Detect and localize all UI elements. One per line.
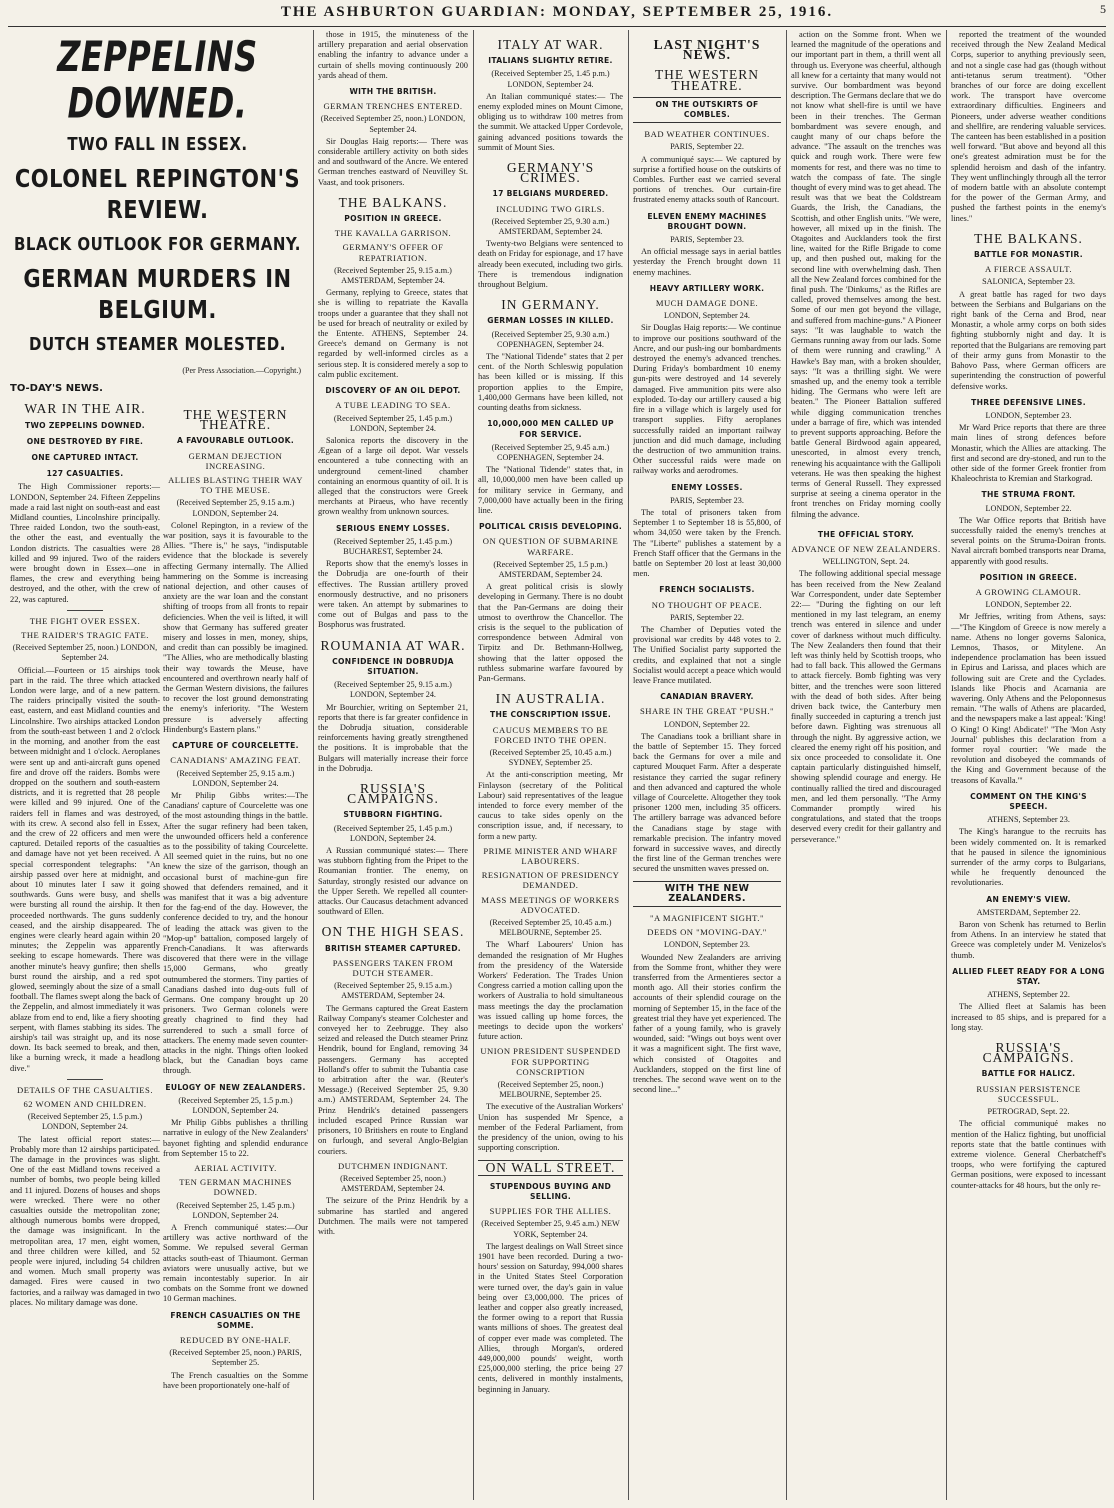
dateline: (Received September 25, 1.5 p.m.) LONDON, September 24. — [27, 1112, 143, 1132]
dateline: (Received September 25, noon.) LONDON, September 24. — [12, 643, 158, 663]
subhead: STUPENDOUS BUYING AND SELLING. — [489, 1181, 612, 1201]
article-paragraph: Mr Ward Price reports that there are three main lines of strong defences before Monastir, which the Allies are attacking. The first and second are dry-stoned, and run to the other side of the former Greek frontier from Khaleochrista to Kremian and Starkograd. — [951, 423, 1106, 484]
masthead-title: THE ASHBURTON GUARDIAN: MONDAY, SEPTEMBER 25, 1916. — [280, 4, 834, 20]
headline-dutch-steamer: DUTCH STEAMER MOLESTED. — [29, 333, 286, 355]
article-paragraph: A Russian communiqué states:— There was stubborn fighting from the Pripet to the Roumanian frontier. The enemy, on Saturday, strongly resisted our advance on the Upper Sereth. We repelled all counter-attacks. Our Caucasus detachment advanced southward of Ellen. — [318, 846, 468, 917]
dateline: (Received September 25, 9.45 a.m.) COPENHAGEN, September 24. — [491, 442, 610, 462]
subhead: BATTLE FOR HALICZ. — [981, 1069, 1076, 1079]
article-paragraph: The executive of the Australian Workers' Union has suspended Mr Spence, a member of the Federal Parliament, from the presidency of the union, owing to his supporting conscription. — [478, 1102, 623, 1153]
subhead: ONE DESTROYED BY FIRE. — [26, 436, 144, 446]
subhead: THE CONSCRIPTION ISSUE. — [489, 710, 612, 720]
headline-repington: COLONEL REPINGTON'S REVIEW. — [14, 164, 301, 224]
dateline: ATHENS, September 22. — [987, 990, 1070, 1000]
dateline: (Received September 25, 9.15 a.m.) LONDON, September 24. — [176, 768, 295, 788]
column-divider — [628, 30, 629, 1500]
subhead: A GROWING CLAMOUR. — [975, 586, 1082, 597]
article-paragraph: A great political crisis is slowly developing in Germany. There is no doubt that the Pan-Germans are doing their utmost to overthrow the Chancellor. The crisis is the sequel to the publication of correspondence between Admiral von Tirpitz and Dr. Bethmann-Hollweg, showing that the latter opposed the ruthless submarine warfare favoured by Pan-Germans. — [478, 582, 623, 683]
subhead: 17 BELGIANS MURDERED. — [492, 189, 609, 199]
subhead: FRENCH CASUALTIES ON THE SOMME. — [170, 1310, 301, 1330]
article-paragraph: Mr Bourchier, writing on September 21, reports that there is far greater confidence in the Dobrudja situation, considerable reinforcements having greatly strengthened the positions. It is improbable that the Bulgars will materially increase their force in the Dobrudja. — [318, 702, 468, 773]
section-australia: IN AUSTRALIA. — [495, 691, 606, 707]
section-balkans: THE BALKANS. — [974, 230, 1083, 246]
subhead: AN ENEMY'S VIEW. — [986, 894, 1071, 904]
dateline: LONDON, September 24. — [664, 311, 750, 321]
subhead: STUBBORN FIGHTING. — [343, 810, 443, 820]
divider — [67, 610, 103, 611]
dateline: (Received September 25, 9.30 a.m.) AMSTERDAM, September 24. — [491, 216, 610, 237]
article-paragraph: The "National Tidende" states that 2 per cent. of the North Schleswig population has been killed or is missing. If this proportion applies to the Empire, 1,400,000 Germans have been killed, not counting deaths from sickness. — [478, 352, 623, 413]
dateline: (Received September 25, 1.45 p.m.) LONDON, September 24. — [491, 69, 610, 89]
subhead: SERIOUS ENEMY LOSSES. — [336, 523, 450, 533]
headline-black-outlook: BLACK OUTLOOK FOR GERMANY. — [13, 233, 302, 255]
subhead: BATTLE FOR MONASTIR. — [973, 250, 1083, 260]
subhead: GERMAN DEJECTION INCREASING. — [188, 450, 283, 471]
article-paragraph: The seizure of the Prinz Hendrik by a submarine has startled and angered Dutchmen. The mails were not tampered with. — [318, 1196, 468, 1236]
dateline: SALONICA, September 23. — [982, 277, 1075, 287]
article-paragraph: The largest dealings on Wall Street since 1901 have been recorded. During a two-hours' session on Saturday, 994,000 shares in the United States Steel Corporation were turned over, the day's gain in value being over £3,000,000. The prices of leather and copper also greatly increased, the former owing to a report that Russia wants millions of shoes. The greatest deal of copper ever made was completed. The Allies, through Morgan's, ordered 449,000,000 pounds' weight, worth £25,000,000 sterling, the price being 27 cents, delivered in monthly instalments, beginning in January. — [478, 1241, 623, 1394]
subhead: A FAVOURABLE OUTLOOK. — [176, 436, 295, 446]
subhead: TWO ZEPPELINS DOWNED. — [25, 420, 145, 430]
subhead: EULOGY OF NEW ZEALANDERS. — [165, 1082, 306, 1092]
article-paragraph: A French communiqué states:—Our artillery was active northward of the Somme. We repulsed several German attacks south-east of Thiaumont. German aviators were unusually active, but we remain incontestably superior. In air combats on the Somme front we downed 10 German machines. — [163, 1223, 308, 1304]
section-crimes: GERMANY'S CRIMES. — [506, 160, 595, 186]
subhead: 127 CASUALTIES. — [46, 469, 124, 479]
dateline: (Received September 25, 1.45 p.m.) LONDON, September 24. — [333, 823, 453, 843]
column-3 — [318, 30, 468, 1500]
subhead: HEAVY ARTILLERY WORK. — [649, 283, 765, 293]
dateline: WELLINGTON, Sept. 24. — [822, 557, 910, 567]
dateline: AMSTERDAM, September 22. — [976, 907, 1081, 917]
article-paragraph: Salonica reports the discovery in the Ægean of a large oil depot. War vessels encountered a tube connecting with an underground cement-lined chamber containing an enormous quantity of oil. It is alleged that the constructors were Greek merchants at Piraeus, who have recently grown wealthy from unknown sources. — [318, 435, 468, 517]
article-paragraph: Colonel Repington, in a review of the war position, says it is favourable to the Allies. "There is," he says, "indisputable evidence that the blockade is severely affecting Germany internally. The Allied hammering on the Somme is increasing national dejection, and other causes of anxiety are the war loan and the constant shifting of troops from all fronts to repair deficiencies. When the veil is lifted, it will show that Germany has suffered greater misery and losses in men, money, ships, and credit than can possibly be imagined. "The Allies, who are methodically blasting their way towards the Meuse, have encountered and overthrown nearly half of the German Western divisions, the failures to recover the lost ground demonstrating the enemy's inferiority. "The Western pressure is adversely affecting Hindenburg's Eastern plans." — [163, 520, 308, 734]
article-paragraph: Reports show that the enemy's losses in the Dobrudja are one-fourth of their effectives. The Russian artillery proved enormously destructive, and no prisoners were taken. An attempt by submarines to come out of Bulgas and pass to the Bosphorus was frustrated. — [318, 559, 468, 630]
article-paragraph: Germany, replying to Greece, states that she is willing to repatriate the Kavalla troops under a guarantee that they shall not be used for breach of neutrality or exiled by the Entente. ATHENS, September 24. Greece's demand on Germany is not regarded by well-informed circles as a serious step. It is considered merely a sop to calm public excitement. — [318, 288, 468, 379]
dateline: (Received September 25, 9.15 a.m.) AMSTERDAM, September 24. — [334, 981, 452, 1001]
masthead-rule — [8, 26, 1106, 27]
article-paragraph: action on the Somme front. When we learned the magnitude of the operations and our important part in them, a thrill went all through us. Everyone was cheerful, although all knew for a certainty that many would not survive. Our bombardment was beyond description. The Germans declare that we do not know what shell-fire is until we have been in their trenches. The German bombardment was severe enough, and caught many of our chaps before the advance. "The assault on the trenches was quick and rough work. There were few moments for rest, and there was no time to watch the compass of fate. The single thought of every mind was to get ahead. The result was that we beat the Coldstream Guards, the Irish, the Canadians, the Scottish, and other English units. "We were, however, all mixed up in the finish. The Otagoites and Aucklanders took the first line, waited for the Rifle Brigade to come up, and then pushed out, making for the second line with overwhelming dash. Then all the New Zealand forces combined for the final push. The 'Dinkums,' as the Rifles are called, proved themselves among the best. Some of our men got beyond the village, and suffered from machine-guns." A Pioneer says: "It was laughable to watch the Germans running away from our lads. Some of them were running and crawling." A Hawke's Bay man, with a broken shoulder, says: "It was a thrilling sight. We were smashed up, and the enemy took a terrible hiding. The Germans who were left are beaten." The Pioneer Battalion suffered while digging communication trenches under a barrage of fire, which was intended to prevent supports approaching. Before the battle General Birdwood again appeared, unescorted, in almost every trench, renewing his acquaintance with the Gallipoli veterans. He was then speaking the highest terms of General Russell. They expressed surprise at seeing a cinema operator in the front trenches on Friday morning coolly filming the advance. — [791, 30, 941, 519]
subhead: GERMAN TRENCHES ENTERED. — [323, 101, 463, 112]
dateline: LONDON, September 22. — [985, 503, 1072, 513]
dateline: (Received September 25, 1.45 p.m.) LONDON, September 24. — [176, 1200, 295, 1220]
article-paragraph: Sir Douglas Haig reports:— There was considerable artillery activity on both sides and and southward of the Ancre. We entered German trenches eastward of Neuvilley St. Vaast, and took prisoners. — [318, 136, 468, 187]
section-last-night: LAST NIGHT'S NEWS. — [653, 37, 761, 63]
dateline: (Received September 25, 1.5 p.m.) AMSTERDAM, September 24. — [493, 559, 608, 579]
subhead: THE KAVALLA GARRISON. — [334, 228, 452, 239]
page-number: 5 — [1100, 2, 1106, 16]
subhead: CANADIANS' AMAZING FEAT. — [170, 755, 301, 766]
subhead: A FIERCE ASSAULT. — [984, 264, 1073, 275]
section-wall-street: ON WALL STREET. — [478, 1160, 623, 1176]
subhead: DUTCHMEN INDIGNANT. — [337, 1160, 449, 1171]
copyright-line: (Per Press Association.—Copyright.) — [182, 366, 301, 375]
section-war-air: WAR IN THE AIR. — [24, 401, 146, 417]
section-balkans: THE BALKANS. — [338, 194, 448, 210]
dateline: (Received September 25, 9.15 a.m.) LONDON, September 24. — [334, 680, 452, 700]
subhead: ALLIED FLEET READY FOR A LONG STAY. — [952, 966, 1105, 987]
article-paragraph: The Wharf Labourers' Union has demanded the resignation of Mr Hughes from the presidency of the Waterside Workers' Federation. The Trades Union Congress carried a motion calling upon the workers of Australia to hold simultaneous mass meetings the day the proclamation was issued calling up home forces, the meetings to decide upon the workers' future action. — [478, 940, 623, 1042]
subhead: ONE CAPTURED INTACT. — [31, 453, 139, 463]
headline-two-fall: TWO FALL IN ESSEX. — [67, 133, 248, 155]
article-paragraph: The High Commissioner reports:— LONDON, September 24. Fifteen Zeppelins made a raid last night on south-east and east Midland counties, Lincolnshire principally. Three raided London, two the south-east, the other the east, and eventually the London districts. The casualties were 28 killed and 99 injured. Two of the raiders were brought down in Essex—one in flames, the crew and everything being destroyed, and the other, with the crew of 22, was captured. — [10, 482, 160, 604]
column-divider — [786, 30, 787, 1500]
dateline: LONDON, September 23. — [985, 410, 1072, 420]
subhead: INCLUDING TWO GIRLS. — [496, 203, 605, 214]
subhead: DISCOVERY OF AN OIL DEPOT. — [325, 386, 461, 396]
subhead: A TUBE LEADING TO SEA. — [335, 400, 451, 411]
article-paragraph: Sir Douglas Haig reports:— We continue to improve our positions southward of the Ancre, and our push-ing our bombardments destroyed the enemy's advanced trenches. During Friday's bombardment 10 enemy gun-pits were destroyed and 14 severely damaged. Five ammunition pits were also exploded. To-day our artillery caused a big fire in a village which is largely used for transport supplies. Fifty aeroplanes successfully raided an important railway junction and did much damage, including the destruction of two ammunition trains. Other successful raids were made on railway works and aerodromes. — [633, 323, 781, 476]
dateline: PETROGRAD, Sept. 22. — [987, 1107, 1070, 1117]
article-paragraph: The following additional special message has been received from the New Zealand War Correspondent, under date September 22:— "During the fighting on our left mentioned in my last telegram, an enemy trench was entered in silence and under cover of darkness without much difficulty. The New Zealanders then found that their left was thinly held by Scottish troops, who had to fall back. This allowed the Germans to attack fiercely. Bomb fighting was very bitter, and the trenches were soon littered with the dead of both sides. After being driven back twice, the Canterbury men finally succeeded in capturing a trench just before dawn. Fighting was strenuous all through the night. By aggressive action, we cleared the enemy right off his position, and six once proceeded to consolidate it. One captain particularly distinguished himself, showing splendid courage and energy. He continually rallied the tired and discouraged men, and led them personally. "The Army Commander promptly wired his congratulations, and stated that the troops deserved every credit for their gallantry and perseverance." — [791, 569, 941, 844]
subhead: 62 WOMEN AND CHILDREN. — [23, 1099, 147, 1109]
column-4 — [478, 30, 623, 1500]
subhead: POSITION IN GREECE. — [979, 572, 1078, 582]
subhead: THE FIGHT OVER ESSEX. — [29, 615, 141, 626]
dateline: LONDON, September 22. — [664, 719, 750, 729]
subhead: SUPPLIES FOR THE ALLIES. — [489, 1206, 612, 1217]
dateline: PARIS, September 23. — [670, 235, 744, 245]
article-paragraph: Mr Philip Gibbs publishes a thrilling narrative in eulogy of the New Zealanders' bayonet fighting and splendid endurance from September 15 to 22. — [163, 1118, 308, 1158]
subhead: CANADIAN BRAVERY. — [660, 692, 754, 702]
article-paragraph: Mr Jeffries, writing from Athens, says:—"The Kingdom of Greece is now merely a name. Athens no longer governs Salonica, Lemnos, Thasos, or Mitylene. An independence proclamation has been issued in Epirus and Larissa, and places which are following suit are Crete and the Cyclades. Islands like Phocis and Acarnania are wavering. Only Athens and the Peloponnesus remain. "The walls of Athens are placarded, and the newspapers make a last appeal: 'King! O King! O King! Abdicate!' "The 'Mon Asty Journal' publishes this declaration from a former royal courtier: 'We made the revolution and disobeyed the commands of the King and Government because of the treasons of Kavalla.'" — [951, 612, 1106, 785]
dateline: (Received September 25, noon.) AMSTERDAM, September 24. — [340, 1173, 446, 1194]
article-paragraph: Mr Philip Gibbs writes:—The Canadians' capture of Courcelette was one of the most astounding things in the battle. After the sugar refinery had been taken, the unwounded officers held a conference as to the possibility of taking Courcelette. All seemed quiet in the ruins, but no one knew the size of the garrison, though an occasional burst of machine-gun fire showed that defenders remained, and it was manifest that it was a big adventure for the fag-end of the day. However, the conference decided to try, and the honour of leading the attack was given to the "Mop-up" battalion, composed largely of French-Canadians. It was afterwards discovered that there were in the village 15,000 Germans, who greatly outnumbered the stormers. Tiny parties of Canadians dashed into dug-outs full of Germans. One company brought up 20 prisoners. Two German colonels were greatly chagrined to find they had surrendered to such a small force of attackers. The enemy made seven counter-attacks in the night. Things often looked black, but the Canadian boys came through. — [163, 790, 308, 1076]
article-paragraph: Wounded New Zealanders are arriving from the Somme front, whither they were transferred from the Armentieres sector a month ago. All their stories confirm the accounts of their splendid courage on the morning of September 15, in the face of the greatest trial they have yet experienced. The father of a young family, who is gravely wounded, said: "Wings out boys went over it was a magnificent sight. The first wave, which consisted of Otagoites and Aucklanders, stopped on the first line of trenches. The second wave went on to the second line..." — [633, 952, 781, 1095]
article-paragraph: those in 1915, the minuteness of the artillery preparation and aerial observation enabling the infantry to advance under a curtain of shells moving continuously 200 yards ahead of them. — [318, 30, 468, 80]
subhead: ALLIES BLASTING THEIR WAY TO THE MEUSE. — [168, 475, 303, 496]
section-western: THE WESTERN THEATRE. — [654, 67, 760, 93]
subhead: COMMENT ON THE KING'S SPEECH. — [970, 791, 1087, 812]
subhead: BAD WEATHER CONTINUES. — [644, 129, 770, 140]
headline-zeppelins: ZEPPELINS DOWNED. — [57, 31, 258, 129]
dateline: (Received September 25, 1.5 p.m.) LONDON, September 24. — [178, 1095, 293, 1115]
subhead: MUCH DAMAGE DONE. — [655, 298, 759, 309]
divider — [67, 1079, 103, 1080]
subhead: ELEVEN ENEMY MACHINES BROUGHT DOWN. — [647, 211, 767, 231]
article-paragraph: The Germans captured the Great Eastern Railway Company's steamer Colchester and conveyed her to Zeebrugge. They also seized and released the Dutch steamer Prinz Hendrik, bound for England, removing 34 passengers. Germany has accepted Holland's offer to submit the Tubantia case to arbitration after the war. (Reuter's Message.) (Received September 25, 9.30 a.m.) AMSTERDAM, September 24. The Prinz Hendrik's detained passengers included escaped Prince Russian war prisoners, 10 Britishers en route to England on furlough, and several Anglo-Belgian couriers. — [318, 1003, 468, 1156]
article-paragraph: reported the treatment of the wounded received through the New Zealand Medical Corps, superior to anything previously seen, and not a single case had gas (though without anti-tetanus serum treatment). "Other branches of our force are doing excellent work. The transport have overcome extraordinary difficulties. Engineers and Pioneers, under adverse weather conditions and shellfire, are rendering valuable services. The canteen has been established in a position well forward. "But above and beyond all this one's greatest admiration must be for the splendid heroism and dash of the infantry. They went unflinchingly through all the terror of modern battle with an absolute contempt for the power of the German Army, and pushed the farthest points in the enemy's lines." — [951, 30, 1106, 223]
subhead: GERMANY'S OFFER OF REPATRIATION. — [342, 242, 444, 263]
subhead: MASS MEETINGS OF WORKERS ADVOCATED. — [481, 894, 620, 915]
dateline: (Received September 25, noon.) PARIS, September 25. — [169, 1348, 302, 1368]
dateline: (Received September 25, noon.) LONDON, September 24. — [320, 114, 466, 134]
section-germany: IN GERMANY. — [501, 297, 600, 313]
article-paragraph: The Allied fleet at Salamis has been increased to 85 ships, and is prepared for a long stay. — [951, 1002, 1106, 1032]
dateline: (Received September 25, 10.45 a.m.) SYDNEY, September 25. — [489, 747, 612, 768]
subhead: WITH THE BRITISH. — [349, 87, 437, 97]
column-6 — [791, 30, 941, 1500]
article-paragraph: A great battle has raged for two days between the Serbians and Bulgarians on the right bank of the Cerna and Brod, near Monastir, a whole army corps on both sides fighting stubbornly night and day. It is reported that the Bulgarians are removing part of their army guns from Monastir to the Bahovo Pass, where German officers are superintending the construction of powerful defensive works. — [951, 289, 1106, 391]
article-paragraph: The "National Tidende" states that, in all, 10,000,000 men have been called up for military service in Germany, and 7,000,000 have actually been in the firing line. — [478, 465, 623, 515]
subhead: PRIME MINISTER AND WHARF LABOURERS. — [483, 845, 618, 867]
subhead: BRITISH STEAMER CAPTURED. — [325, 943, 461, 953]
section-russia: RUSSIA'S CAMPAIGNS. — [982, 1040, 1075, 1066]
subhead: "A MAGNIFICENT SIGHT." — [650, 913, 764, 924]
subhead: RESIGNATION OF PRESIDENCY DEMANDED. — [481, 870, 620, 891]
subhead: THREE DEFENSIVE LINES. — [971, 397, 1086, 407]
subhead: AERIAL ACTIVITY. — [194, 1163, 277, 1174]
section-todays-news: TO-DAY'S NEWS. — [10, 383, 103, 395]
article-paragraph: The latest official report states:—Probably more than 12 airships participated. The damage in the provinces was slight. One of the east Midland towns received a number of bombs, two people being killed and 11 injured. Dozens of houses and shops were wrecked. There were no other casualties outside the metropolitan zone; although numerous bombs were dropped, the damage was insignificant. In the metropolitan area, 17 men, eight women, and three children were killed, and 52 people were injured, including 54 children and women. Much small property was damaged. Fires were caused in two factories, and a railway was damaged in two places. No military damage was done. — [10, 1134, 160, 1307]
section-italy: ITALY AT WAR. — [497, 37, 604, 52]
subhead: FRENCH SOCIALISTS. — [659, 585, 755, 595]
dateline: (Received September 25, 1.45 p.m.) BUCHAREST, September 24. — [333, 536, 453, 556]
section-high-seas: ON THE HIGH SEAS. — [321, 924, 465, 940]
subhead: CAUCUS MEMBERS TO BE FORCED INTO THE OPEN. — [492, 724, 609, 745]
article-paragraph: A communiqué says:— We captured by surprise a fortified house on the outskirts of Combles. Further east we carried several portions of trenches. Our curtain-fire frustrated enemy attacks south of Rancourt. — [633, 154, 781, 205]
dateline: (Received September 25, 10.45 a.m.) MELBOURNE, September 25. — [489, 918, 612, 938]
column-divider — [946, 30, 947, 1500]
subhead: THE OFFICIAL STORY. — [817, 529, 915, 539]
subhead: THE RAIDER'S TRAGIC FATE. — [21, 630, 149, 641]
article-paragraph: The Canadians took a brilliant share in the battle of September 15. They forced back the Germans for over a mile and captured Mouquet Farm. After a desperate resistance they carried the sugar refinery and then advanced and captured the whole village of Courcelette. Altogether they took prisoner 1200 men, including 35 officers. The artillery barrage was advanced before the Canadians stage by stage with remarkable precision. The infantry moved forward in successive waves, and directly the first line of the German trenches were secured the unsmitten waves pressed on. — [633, 731, 781, 874]
subhead: DETAILS OF THE CASUALTIES. — [17, 1084, 153, 1095]
dateline: LONDON, September 23. — [664, 940, 750, 950]
article-paragraph: The Chamber of Deputies voted the provisional war credits by 448 votes to 2. The Unified Socialist party supported the credits, and explained that not a single Socialist would accept a peace which would leave France mutilated. — [633, 624, 781, 685]
subhead: 10,000,000 MEN CALLED UP FOR SERVICE. — [487, 419, 614, 439]
dateline: PARIS, September 23. — [670, 495, 744, 505]
dateline: (Received September 25, 9.15 a.m.) AMSTERDAM, September 24. — [334, 265, 452, 286]
column-divider — [473, 30, 474, 1500]
article-paragraph: The French casualties on the Somme have been proportionately one-half of — [163, 1370, 308, 1390]
article-paragraph: The King's harangue to the recruits has been widely commented on. It is remarked that he paused in silence the ignominious surrender of the army corps to Bulgarians, while he frequently denounced the revolutionaries. — [951, 827, 1106, 888]
subhead: UNION PRESIDENT SUSPENDED FOR SUPPORTING CONSCRIPTION — [480, 1046, 621, 1077]
subhead: WITH THE NEW ZEALANDERS. — [633, 881, 781, 907]
article-paragraph: At the anti-conscription meeting, Mr Finlayson (secretary of the Political Labour) said representatives of the league intended to force every member of the caucus to take sides openly on the conscription issue, and, if necessary, to form a new party. — [478, 770, 623, 841]
article-paragraph: The official communiqué makes no mention of the Halicz fighting, but unofficial reports state that the battle continues with extreme violence. General Cherbatcheff's troops, who were fortifying the captured German positions, were exposed to incessant counter-attacks for 48 hours, but the only re- — [951, 1119, 1106, 1190]
subhead: NO THOUGHT OF PEACE. — [651, 599, 763, 610]
dateline: ATHENS, September 23. — [987, 815, 1070, 825]
subhead: POLITICAL CRISIS DEVELOPING. — [478, 522, 623, 532]
subhead: GERMAN LOSSES IN KILLED. — [487, 316, 614, 326]
subhead: CAPTURE OF COURCELETTE. — [172, 741, 299, 751]
subhead: ENEMY LOSSES. — [671, 482, 743, 492]
section-russia: RUSSIA'S CAMPAIGNS. — [347, 781, 439, 807]
subhead: POSITION IN GREECE. — [344, 214, 442, 224]
article-paragraph: The War Office reports that British have successfully raided the enemy's trenches at several points on the Struma-Doiran fronts. Naval aircraft bombed transports near Drama, apparently with good results. — [951, 515, 1106, 566]
headline-murders: GERMAN MURDERS IN BELGIUM. — [23, 264, 292, 324]
dateline: (Received September 25, 9.30 a.m.) COPENHAGEN, September 24. — [491, 329, 610, 349]
article-paragraph: Twenty-two Belgians were sentenced to death on Friday for espionage, and 17 have already been executed, including two girls. There is tremendous indignation throughout Belgium. — [478, 239, 623, 290]
dateline: PARIS, September 22. — [670, 142, 744, 152]
section-roumania: ROUMANIA AT WAR. — [320, 637, 466, 653]
subhead: ON QUESTION OF SUBMARINE WARFARE. — [482, 536, 619, 557]
subhead: SHARE IN THE GREAT "PUSH." — [639, 706, 775, 717]
dateline: (Received September 25, 9.15 a.m.) LONDON, September 24. — [176, 498, 295, 518]
subhead: CONFIDENCE IN DOBRUDJA SITUATION. — [332, 656, 454, 676]
dateline: LONDON, September 22. — [985, 600, 1072, 610]
column-divider — [313, 30, 314, 1500]
article-paragraph: Baron von Schenk has returned to Berlin from Athens. In an interview he stated that Greece was completely under M. Venizelos's thumb. — [951, 920, 1106, 960]
subhead: THE STRUMA FRONT. — [981, 490, 1076, 500]
dateline: PARIS, September 22. — [670, 612, 744, 622]
column-7 — [951, 30, 1106, 1500]
subhead: TEN GERMAN MACHINES DOWNED. — [179, 1177, 292, 1198]
subhead: ITALIANS SLIGHTLY RETIRE. — [488, 56, 613, 66]
dateline: (Received September 25, 1.45 p.m.) LONDON, September 24. — [333, 413, 453, 433]
column-5 — [633, 30, 781, 1500]
dateline: (Received September 25, noon.) MELBOURNE, September 25. — [497, 1080, 604, 1100]
article-paragraph: Official.—Fourteen or 15 airships took part in the raid. The three which attacked London were large, and of a new pattern. The raiders principally visited the south-east, eastern, and east Midland counties and Lincolnshire. Two airships attacked London from the south-east between 1 and 2 o'clock in the morning, and another from the east between midnight and 1 o'clock. Aeroplanes were sent up and anti-aircraft guns opened fire and drove off the raiders. Bombs were dropped on the southern and south-eastern districts, and it is regretted that 28 people were killed and 99 injured. One of the raiders fell in flames and was destroyed, with its crew. A second also fell in Essex, and the crew of 22 officers and men were captured. Detailed reports of the casualties and damage have not yet been received. A special correspondent telegraphs: "An airship passed over here at midnight, and about 10 minutes later I saw it going southwards. Guns were busy, and shells were bursting all round the airship. It then proceeded northwards. The guns suddenly ceased, and the airship disappeared. The engines were clearly heard again within 20 minutes; the Zeppelin was apparently seeking to escape homewards. There was another minute's heavy gunfire; then shells burst round the airship, and a red spot glowed, seemingly about the size of a small football. The flames swept along the back of the Zeppelin, and almost immediately it was ablaze from end to end, like a fiery shooting serpent, with flames stabbing its sides. The airship's tail was straight up, and its nose down. Its back seemed to break, and then, like a burning wreck, it made a headlong dive." — [10, 665, 160, 1073]
article-paragraph: The total of prisoners taken from September 1 to September 18 is 55,800, of whom 34,050 were taken by the French. The "Liberte" publishes a statement by a French Staff officer that the Germans in the battle on September 20 lost at least 30,000 men. — [633, 507, 781, 579]
subhead: DEEDS ON "MOVING-DAY." — [647, 927, 767, 938]
dateline: (Received September 25, 9.45 a.m.) NEW YORK, September 24. — [481, 1219, 620, 1239]
subhead: ADVANCE OF NEW ZEALANDERS. — [791, 543, 941, 554]
column-2 — [163, 400, 308, 1500]
article-paragraph: An official message says in aerial battles yesterday the French brought down 11 enemy machines. — [633, 247, 781, 277]
subhead: REDUCED BY ONE-HALF. — [180, 1335, 291, 1346]
subhead: PASSENGERS TAKEN FROM DUTCH STEAMER. — [332, 957, 454, 979]
subhead: ON THE OUTSKIRTS OF COMBLES. — [633, 97, 781, 123]
section-western-theatre: THE WESTERN THEATRE. — [183, 407, 288, 433]
article-paragraph: An Italian communiqué states:— The enemy exploded mines on Mount Cimone, obliging us to withdraw 100 metres from the summit. We attacked Upper Cordevole, gaining advanced positions towards the summit of Mount Sies. — [478, 91, 623, 152]
subhead: RUSSIAN PERSISTENCE SUCCESSFUL. — [976, 1083, 1081, 1104]
